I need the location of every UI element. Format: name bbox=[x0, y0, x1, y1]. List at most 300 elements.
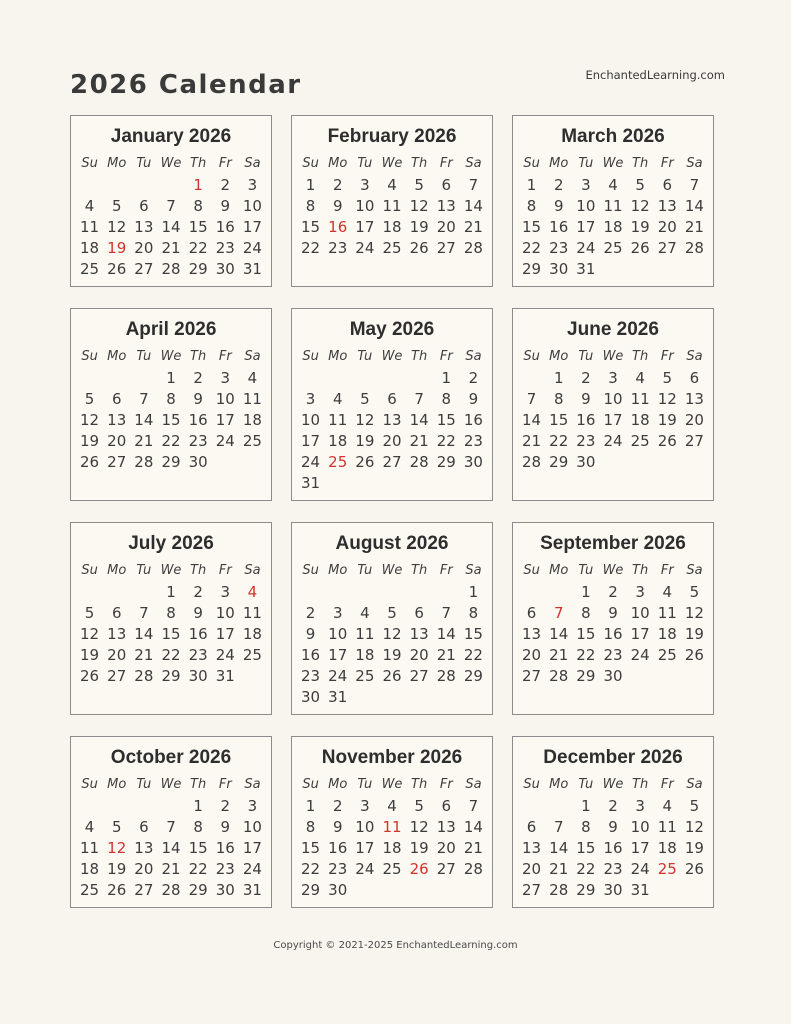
day-cell: 10 bbox=[301, 411, 321, 429]
day-cell: 12 bbox=[382, 625, 402, 643]
day-cell: 13 bbox=[134, 839, 154, 857]
day-cell: 25 bbox=[355, 667, 375, 685]
day-cell: 4 bbox=[662, 797, 673, 815]
month-title: January 2026 bbox=[110, 126, 232, 147]
empty-day-cell bbox=[460, 687, 487, 708]
day-cell: 18 bbox=[355, 646, 375, 664]
week-row bbox=[518, 624, 708, 645]
day-cell: 2 bbox=[608, 797, 618, 815]
day-cell: 15 bbox=[188, 218, 208, 236]
day-cell: 14 bbox=[549, 625, 569, 643]
weekday-label: Tu bbox=[578, 563, 594, 578]
day-cell: 23 bbox=[301, 667, 321, 685]
day-cell: 31 bbox=[242, 260, 262, 278]
day-cell: 25 bbox=[80, 881, 100, 899]
weekday-label: Su bbox=[302, 349, 319, 364]
day-cell: 9 bbox=[220, 197, 231, 215]
week-row bbox=[518, 368, 708, 389]
day-cell: 28 bbox=[549, 667, 569, 685]
day-cell: 30 bbox=[576, 453, 596, 471]
month-card-february bbox=[291, 115, 493, 287]
day-cell: 16 bbox=[188, 411, 208, 429]
day-cell: 15 bbox=[301, 218, 321, 236]
day-cell: 14 bbox=[134, 625, 154, 643]
empty-day-cell bbox=[654, 259, 681, 280]
day-cell: 28 bbox=[463, 860, 483, 878]
day-cell: 20 bbox=[134, 239, 154, 257]
weekday-label: Th bbox=[632, 349, 649, 364]
empty-day-cell bbox=[654, 880, 681, 901]
weekday-label: Fr bbox=[439, 777, 453, 792]
day-cell: 9 bbox=[581, 390, 591, 408]
month-title: November 2026 bbox=[321, 747, 463, 768]
day-cell: 13 bbox=[436, 818, 456, 836]
day-cell: 23 bbox=[328, 239, 348, 257]
day-cell: 4 bbox=[84, 197, 95, 215]
day-cell: 22 bbox=[522, 239, 542, 257]
day-cell: 5 bbox=[662, 369, 673, 387]
week-row bbox=[518, 582, 708, 603]
day-cell: 30 bbox=[301, 688, 321, 706]
empty-day-cell bbox=[239, 452, 266, 473]
day-cell: 16 bbox=[188, 625, 208, 643]
day-cell: 11 bbox=[80, 218, 100, 236]
day-cell: 15 bbox=[463, 625, 483, 643]
day-cell: 6 bbox=[111, 390, 122, 408]
day-cell: 8 bbox=[581, 604, 591, 622]
day-cell: 13 bbox=[107, 411, 127, 429]
day-cell: 15 bbox=[576, 839, 596, 857]
weekday-label: Fr bbox=[439, 563, 453, 578]
empty-day-cell bbox=[545, 796, 572, 817]
empty-day-cell bbox=[378, 582, 405, 603]
day-cell: 21 bbox=[134, 646, 154, 664]
day-cell: 4 bbox=[360, 604, 370, 622]
weekday-label: Tu bbox=[578, 156, 594, 171]
day-cell: 28 bbox=[134, 667, 154, 685]
weekday-label: Th bbox=[632, 563, 649, 578]
month-grid bbox=[76, 155, 266, 280]
day-cell: 10 bbox=[215, 604, 235, 622]
day-cell: 17 bbox=[215, 625, 235, 643]
month-title: March 2026 bbox=[561, 126, 665, 147]
day-cell: 12 bbox=[684, 818, 704, 836]
weekday-label: Fr bbox=[218, 349, 232, 364]
day-cell: 30 bbox=[603, 667, 623, 685]
day-cell: 1 bbox=[166, 369, 176, 387]
weekday-label: Th bbox=[411, 349, 428, 364]
day-cell: 27 bbox=[409, 667, 429, 685]
day-cell: 30 bbox=[328, 881, 348, 899]
day-cell: 18 bbox=[242, 625, 262, 643]
week-row bbox=[76, 817, 266, 838]
day-cell: 30 bbox=[188, 453, 208, 471]
day-cell: 19 bbox=[80, 646, 100, 664]
day-cell: 14 bbox=[549, 839, 569, 857]
day-cell: 3 bbox=[247, 176, 258, 194]
day-cell: 10 bbox=[328, 625, 348, 643]
month-title: April 2026 bbox=[125, 319, 217, 340]
day-cell: 6 bbox=[689, 369, 700, 387]
day-cell: 25 bbox=[80, 260, 100, 278]
day-cell: 14 bbox=[161, 839, 181, 857]
day-cell: 5 bbox=[689, 583, 700, 601]
day-cell: 9 bbox=[332, 818, 343, 836]
weekday-label: Th bbox=[190, 777, 207, 792]
day-cell: 25 bbox=[630, 432, 650, 450]
day-cell: 7 bbox=[468, 176, 479, 194]
day-cell: 17 bbox=[242, 218, 262, 236]
empty-day-cell bbox=[460, 880, 487, 901]
week-row bbox=[76, 880, 266, 901]
day-cell: 18 bbox=[657, 839, 677, 857]
day-cell: 24 bbox=[242, 860, 262, 878]
empty-day-cell bbox=[351, 687, 378, 708]
day-cell: 19 bbox=[80, 432, 100, 450]
week-row bbox=[297, 452, 487, 473]
day-cell: 21 bbox=[549, 860, 569, 878]
day-cell: 26 bbox=[80, 453, 100, 471]
day-cell: 20 bbox=[657, 218, 677, 236]
week-row bbox=[518, 666, 708, 687]
day-cell: 16 bbox=[463, 411, 483, 429]
day-cell: 7 bbox=[166, 197, 176, 215]
weekday-header-row bbox=[76, 776, 266, 796]
day-cell: 29 bbox=[188, 260, 208, 278]
empty-day-cell bbox=[324, 582, 351, 603]
day-cell: 23 bbox=[549, 239, 569, 257]
day-cell: 9 bbox=[608, 818, 618, 836]
day-cell: 20 bbox=[684, 411, 704, 429]
empty-day-cell bbox=[351, 880, 378, 901]
day-cell: 5 bbox=[84, 390, 95, 408]
day-cell: 1 bbox=[581, 797, 591, 815]
day-cell: 9 bbox=[220, 818, 231, 836]
empty-day-cell bbox=[406, 368, 433, 389]
empty-day-cell bbox=[433, 473, 460, 494]
weekday-header-row bbox=[76, 348, 266, 368]
day-cell: 6 bbox=[139, 197, 149, 215]
month-card-january bbox=[70, 115, 272, 287]
weekday-header-row bbox=[518, 348, 708, 368]
day-cell: 11 bbox=[630, 390, 650, 408]
day-cell: 12 bbox=[409, 197, 429, 215]
day-cell: 1 bbox=[526, 176, 537, 194]
day-cell: 29 bbox=[549, 453, 569, 471]
empty-day-cell bbox=[681, 666, 708, 687]
week-row bbox=[518, 217, 708, 238]
empty-day-cell bbox=[297, 368, 324, 389]
weekday-label: We bbox=[160, 156, 182, 171]
weekday-header-row bbox=[518, 776, 708, 796]
week-row bbox=[76, 238, 266, 259]
day-cell: 13 bbox=[522, 839, 542, 857]
weekday-label: Tu bbox=[136, 777, 152, 792]
day-cell: 21 bbox=[134, 432, 154, 450]
day-cell: 23 bbox=[603, 646, 623, 664]
day-cell: 28 bbox=[522, 453, 542, 471]
weekday-label: We bbox=[602, 563, 624, 578]
empty-day-cell bbox=[351, 473, 378, 494]
weekday-label: Mo bbox=[549, 777, 569, 792]
day-cell: 7 bbox=[526, 390, 537, 408]
day-cell: 22 bbox=[161, 432, 181, 450]
holiday-day-cell: 16 bbox=[328, 218, 348, 236]
day-cell: 6 bbox=[111, 604, 122, 622]
week-row bbox=[297, 645, 487, 666]
copyright-footer: Copyright © 2021-2025 EnchantedLearning.com bbox=[273, 940, 518, 951]
day-cell: 1 bbox=[305, 176, 316, 194]
day-cell: 13 bbox=[134, 218, 154, 236]
day-cell: 18 bbox=[382, 839, 402, 857]
month-card-december bbox=[512, 736, 714, 908]
day-cell: 22 bbox=[188, 860, 208, 878]
weekday-label: Sa bbox=[686, 156, 703, 171]
weekday-label: Sa bbox=[244, 349, 261, 364]
day-cell: 14 bbox=[463, 818, 483, 836]
day-cell: 8 bbox=[193, 818, 203, 836]
day-cell: 12 bbox=[107, 218, 127, 236]
weekday-label: We bbox=[381, 156, 403, 171]
week-row bbox=[76, 624, 266, 645]
week-row bbox=[297, 666, 487, 687]
weekday-label: Su bbox=[523, 777, 540, 792]
calendar-grid bbox=[70, 115, 714, 908]
day-cell: 23 bbox=[215, 239, 235, 257]
week-row bbox=[518, 817, 708, 838]
day-cell: 13 bbox=[409, 625, 429, 643]
day-cell: 24 bbox=[630, 646, 650, 664]
day-cell: 29 bbox=[161, 667, 181, 685]
day-cell: 5 bbox=[84, 604, 95, 622]
day-cell: 22 bbox=[188, 239, 208, 257]
weekday-label: Th bbox=[411, 777, 428, 792]
weekday-label: Sa bbox=[686, 349, 703, 364]
weekday-label: Th bbox=[190, 156, 207, 171]
day-cell: 10 bbox=[355, 197, 375, 215]
day-cell: 9 bbox=[193, 604, 203, 622]
day-cell: 26 bbox=[630, 239, 650, 257]
weekday-label: We bbox=[602, 349, 624, 364]
day-cell: 7 bbox=[468, 797, 479, 815]
week-row bbox=[518, 796, 708, 817]
week-row bbox=[518, 452, 708, 473]
day-cell: 26 bbox=[657, 432, 677, 450]
weekday-label: Fr bbox=[660, 563, 674, 578]
day-cell: 18 bbox=[80, 860, 100, 878]
empty-day-cell bbox=[157, 175, 184, 196]
week-row bbox=[76, 410, 266, 431]
weekday-label: Th bbox=[411, 563, 428, 578]
day-cell: 3 bbox=[581, 176, 591, 194]
weekday-label: Sa bbox=[465, 349, 482, 364]
day-cell: 22 bbox=[301, 239, 321, 257]
week-row bbox=[76, 175, 266, 196]
weekday-label: Su bbox=[302, 156, 319, 171]
empty-day-cell bbox=[406, 582, 433, 603]
day-cell: 11 bbox=[355, 625, 375, 643]
weekday-label: Fr bbox=[439, 156, 453, 171]
day-cell: 6 bbox=[387, 390, 397, 408]
weekday-label: Mo bbox=[107, 156, 127, 171]
weekday-label: Fr bbox=[660, 349, 674, 364]
day-cell: 14 bbox=[161, 218, 181, 236]
day-cell: 26 bbox=[107, 260, 127, 278]
month-grid bbox=[518, 562, 708, 687]
day-cell: 31 bbox=[576, 260, 596, 278]
day-cell: 26 bbox=[355, 453, 375, 471]
holiday-day-cell: 4 bbox=[247, 583, 258, 601]
day-cell: 8 bbox=[441, 390, 452, 408]
day-cell: 27 bbox=[657, 239, 677, 257]
weekday-label: Tu bbox=[136, 156, 152, 171]
day-cell: 10 bbox=[603, 390, 623, 408]
month-grid bbox=[297, 776, 487, 901]
site-name: EnchantedLearning.com bbox=[585, 68, 725, 82]
weekday-label: Tu bbox=[357, 349, 373, 364]
holiday-day-cell: 26 bbox=[409, 860, 429, 878]
month-grid bbox=[297, 348, 487, 494]
day-cell: 8 bbox=[526, 197, 537, 215]
week-row bbox=[297, 431, 487, 452]
day-cell: 21 bbox=[409, 432, 429, 450]
day-cell: 18 bbox=[630, 411, 650, 429]
month-card-july bbox=[70, 522, 272, 715]
day-cell: 27 bbox=[684, 432, 704, 450]
week-row bbox=[76, 603, 266, 624]
day-cell: 23 bbox=[463, 432, 483, 450]
day-cell: 2 bbox=[220, 176, 231, 194]
month-card-august bbox=[291, 522, 493, 715]
empty-day-cell bbox=[351, 582, 378, 603]
weekday-label: Su bbox=[523, 349, 540, 364]
day-cell: 15 bbox=[188, 839, 208, 857]
holiday-day-cell: 1 bbox=[193, 176, 203, 194]
empty-day-cell bbox=[76, 368, 103, 389]
day-cell: 30 bbox=[188, 667, 208, 685]
week-row bbox=[76, 217, 266, 238]
empty-day-cell bbox=[518, 582, 545, 603]
month-title: July 2026 bbox=[128, 533, 214, 554]
weekday-header-row bbox=[297, 776, 487, 796]
day-cell: 30 bbox=[215, 881, 235, 899]
day-cell: 16 bbox=[576, 411, 596, 429]
day-cell: 27 bbox=[107, 453, 127, 471]
week-row bbox=[76, 259, 266, 280]
day-cell: 1 bbox=[581, 583, 591, 601]
day-cell: 17 bbox=[630, 839, 650, 857]
empty-day-cell bbox=[406, 473, 433, 494]
week-row bbox=[518, 389, 708, 410]
day-cell: 20 bbox=[436, 839, 456, 857]
empty-day-cell bbox=[351, 368, 378, 389]
weekday-label: Fr bbox=[218, 156, 232, 171]
day-cell: 5 bbox=[111, 197, 122, 215]
weekday-label: Fr bbox=[218, 563, 232, 578]
day-cell: 8 bbox=[305, 197, 316, 215]
month-grid bbox=[518, 776, 708, 901]
month-card-june bbox=[512, 308, 714, 501]
day-cell: 5 bbox=[387, 604, 397, 622]
day-cell: 29 bbox=[463, 667, 483, 685]
weekday-label: Sa bbox=[244, 777, 261, 792]
empty-day-cell bbox=[627, 259, 654, 280]
day-cell: 11 bbox=[657, 818, 677, 836]
week-row bbox=[76, 431, 266, 452]
day-cell: 18 bbox=[382, 218, 402, 236]
day-cell: 24 bbox=[301, 453, 321, 471]
day-cell: 17 bbox=[355, 218, 375, 236]
day-cell: 27 bbox=[134, 881, 154, 899]
holiday-day-cell: 11 bbox=[382, 818, 402, 836]
week-row bbox=[518, 838, 708, 859]
day-cell: 2 bbox=[332, 797, 343, 815]
day-cell: 17 bbox=[576, 218, 596, 236]
day-cell: 8 bbox=[166, 604, 176, 622]
empty-day-cell bbox=[324, 473, 351, 494]
week-row bbox=[297, 796, 487, 817]
weekday-label: Mo bbox=[107, 777, 127, 792]
day-cell: 2 bbox=[553, 176, 564, 194]
day-cell: 13 bbox=[107, 625, 127, 643]
day-cell: 14 bbox=[463, 197, 483, 215]
day-cell: 29 bbox=[188, 881, 208, 899]
week-row bbox=[76, 645, 266, 666]
day-cell: 1 bbox=[553, 369, 564, 387]
day-cell: 7 bbox=[414, 390, 424, 408]
weekday-label: Th bbox=[190, 563, 207, 578]
day-cell: 1 bbox=[166, 583, 176, 601]
week-row bbox=[297, 817, 487, 838]
week-row bbox=[518, 410, 708, 431]
weekday-label: Fr bbox=[439, 349, 453, 364]
day-cell: 21 bbox=[463, 218, 483, 236]
day-cell: 16 bbox=[549, 218, 569, 236]
day-cell: 31 bbox=[328, 688, 348, 706]
day-cell: 30 bbox=[215, 260, 235, 278]
day-cell: 5 bbox=[111, 818, 122, 836]
day-cell: 21 bbox=[522, 432, 542, 450]
day-cell: 27 bbox=[134, 260, 154, 278]
day-cell: 2 bbox=[193, 369, 203, 387]
day-cell: 19 bbox=[409, 218, 429, 236]
day-cell: 15 bbox=[161, 411, 181, 429]
day-cell: 26 bbox=[382, 667, 402, 685]
week-row bbox=[297, 217, 487, 238]
day-cell: 22 bbox=[301, 860, 321, 878]
day-cell: 27 bbox=[436, 239, 456, 257]
empty-day-cell bbox=[681, 259, 708, 280]
day-cell: 12 bbox=[355, 411, 375, 429]
day-cell: 19 bbox=[355, 432, 375, 450]
week-row bbox=[518, 431, 708, 452]
day-cell: 8 bbox=[193, 197, 203, 215]
month-grid bbox=[76, 776, 266, 901]
month-title: October 2026 bbox=[110, 747, 232, 768]
weekday-label: Sa bbox=[465, 563, 482, 578]
weekday-label: Tu bbox=[357, 563, 373, 578]
day-cell: 20 bbox=[107, 432, 127, 450]
weekday-label: Sa bbox=[686, 777, 703, 792]
day-cell: 4 bbox=[662, 583, 673, 601]
day-cell: 20 bbox=[522, 646, 542, 664]
day-cell: 26 bbox=[80, 667, 100, 685]
day-cell: 3 bbox=[635, 583, 645, 601]
day-cell: 20 bbox=[134, 860, 154, 878]
day-cell: 15 bbox=[301, 839, 321, 857]
day-cell: 18 bbox=[242, 411, 262, 429]
day-cell: 3 bbox=[305, 390, 316, 408]
